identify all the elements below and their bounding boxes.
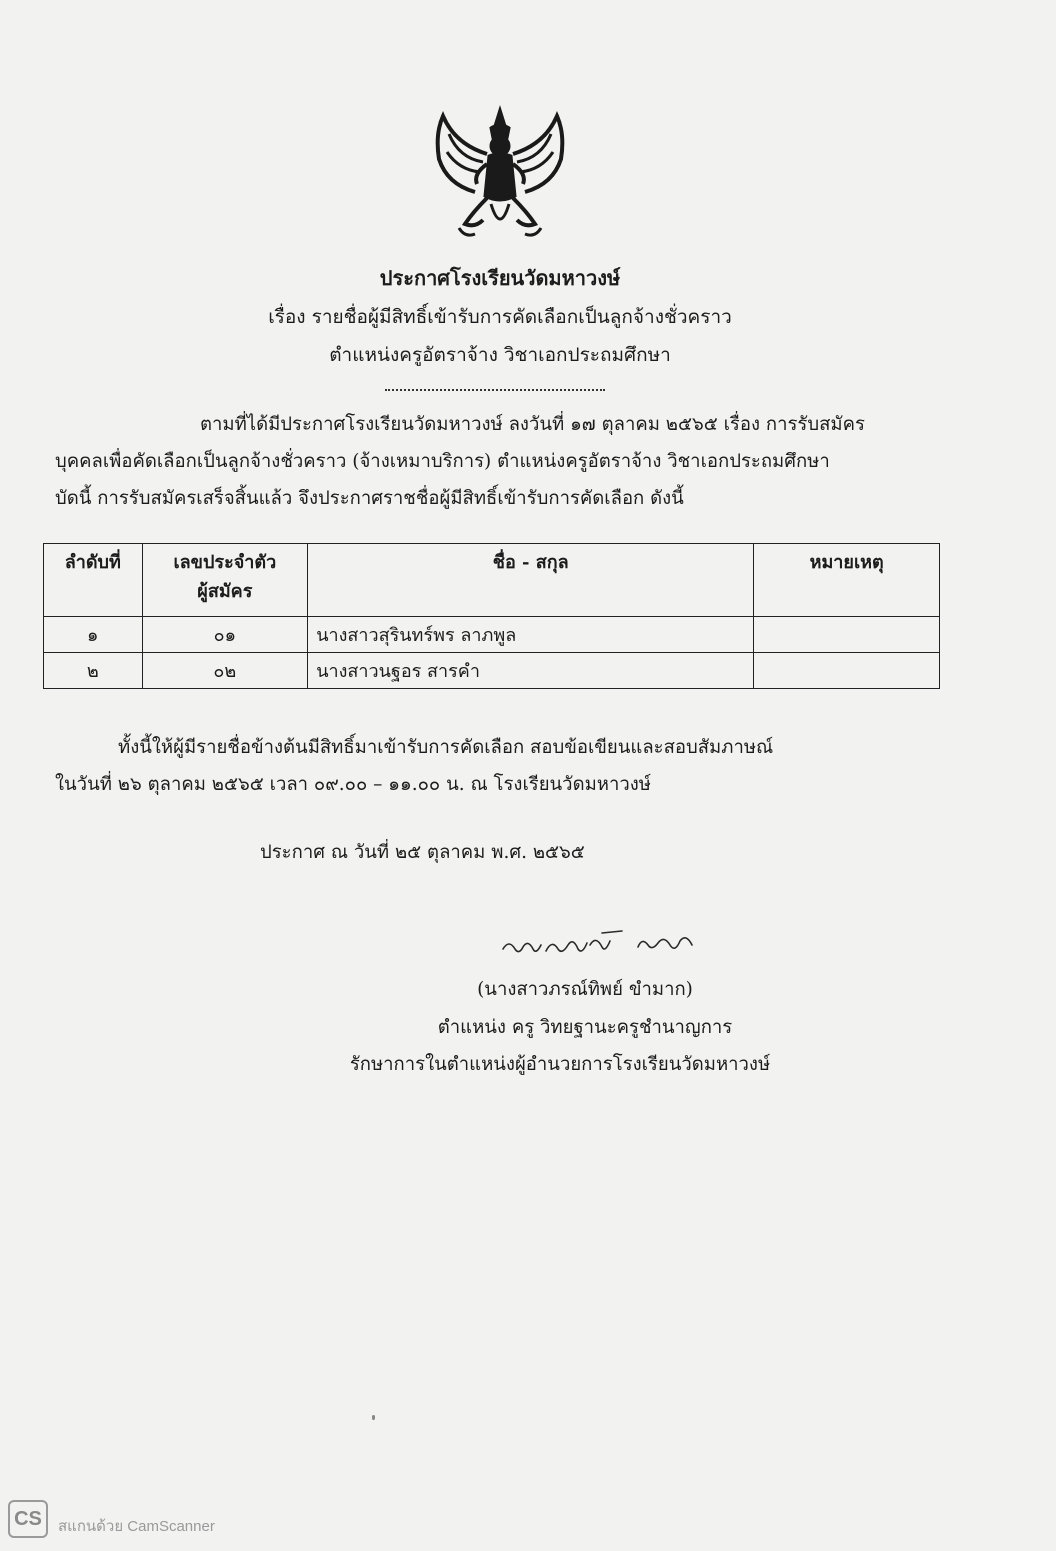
- document-title: ประกาศโรงเรียนวัดมหาวงษ์: [379, 266, 621, 290]
- applicant-table: [43, 543, 940, 689]
- cell-name: นางสาวนฐอร สารคำ: [308, 653, 754, 689]
- exam-paragraph-line-2: ในวันที่ ๒๖ ตุลาคม ๒๕๖๕ เวลา ๐๙.๐๐ – ๑๑.๐๐ น. ณ โรงเรียนวัดมหาวงษ์: [55, 774, 651, 795]
- document-position-line: ตำแหน่งครูอัตราจ้าง วิชาเอกประถมศึกษา: [329, 344, 671, 366]
- cell-order: ๒: [44, 653, 143, 689]
- cell-applicant-id: ๐๒: [142, 653, 308, 689]
- intro-paragraph-line-1: ตามที่ได้มีประกาศโรงเรียนวัดมหาวงษ์ ลงวันที่ ๑๗ ตุลาคม ๒๕๖๕ เรื่อง การรับสมัคร: [200, 414, 865, 435]
- cell-order: ๑: [44, 617, 143, 653]
- signer-title-line-1: ตำแหน่ง ครู วิทยฐานะครูชำนาญการ: [437, 1017, 733, 1038]
- table-header-row: [44, 544, 940, 617]
- header-name: ชื่อ - สกุล: [308, 544, 754, 617]
- document-subject: เรื่อง รายชื่อผู้มีสิทธิ์เข้ารับการคัดเลือกเป็นลูกจ้างชั่วคราว: [268, 306, 732, 328]
- signer-name: (นางสาวภรณ์ทิพย์ ขำมาก): [477, 979, 693, 1000]
- camscanner-logo-icon: CS: [8, 1500, 48, 1538]
- cell-remark: [754, 617, 940, 653]
- dotted-divider: [385, 389, 605, 391]
- camscanner-watermark-text: สแกนด้วย CamScanner: [58, 1518, 215, 1535]
- header-applicant-id-line-1: เลขประจำตัว: [173, 552, 277, 573]
- table-row: [44, 653, 940, 689]
- garuda-emblem-icon: [425, 104, 575, 244]
- header-applicant-id: [142, 544, 308, 617]
- intro-paragraph-line-3: บัดนี้ การรับสมัครเสร็จสิ้นแล้ว จึงประกาศราชชื่อผู้มีสิทธิ์เข้ารับการคัดเลือก ดังนี้: [55, 488, 684, 509]
- header-order: ลำดับที่: [44, 544, 143, 617]
- signer-title-line-2: รักษาการในตำแหน่งผู้อำนวยการโรงเรียนวัดมหาวงษ์: [349, 1054, 771, 1075]
- header-remark: หมายเหตุ: [754, 544, 940, 617]
- intro-paragraph-line-2: บุคคลเพื่อคัดเลือกเป็นลูกจ้างชั่วคราว (จ้างเหมาบริการ) ตำแหน่งครูอัตราจ้าง วิชาเอกประถมศึกษา: [55, 451, 830, 472]
- cell-applicant-id: ๐๑: [142, 617, 308, 653]
- handwritten-signature: [498, 925, 728, 965]
- announce-date: ประกาศ ณ วันที่ ๒๕ ตุลาคม พ.ศ. ๒๕๖๕: [260, 842, 585, 863]
- cell-name: นางสาวสุรินทร์พร ลาภพูล: [308, 617, 754, 653]
- header-applicant-id-line-2: ผู้สมัคร: [197, 581, 253, 602]
- table-row: [44, 617, 940, 653]
- cell-remark: [754, 653, 940, 689]
- exam-paragraph-line-1: ทั้งนี้ให้ผู้มีรายชื่อข้างต้นมีสิทธิ์มาเข้ารับการคัดเลือก สอบข้อเขียนและสอบสัมภาษณ์: [118, 737, 774, 758]
- scan-speck: [372, 1415, 375, 1420]
